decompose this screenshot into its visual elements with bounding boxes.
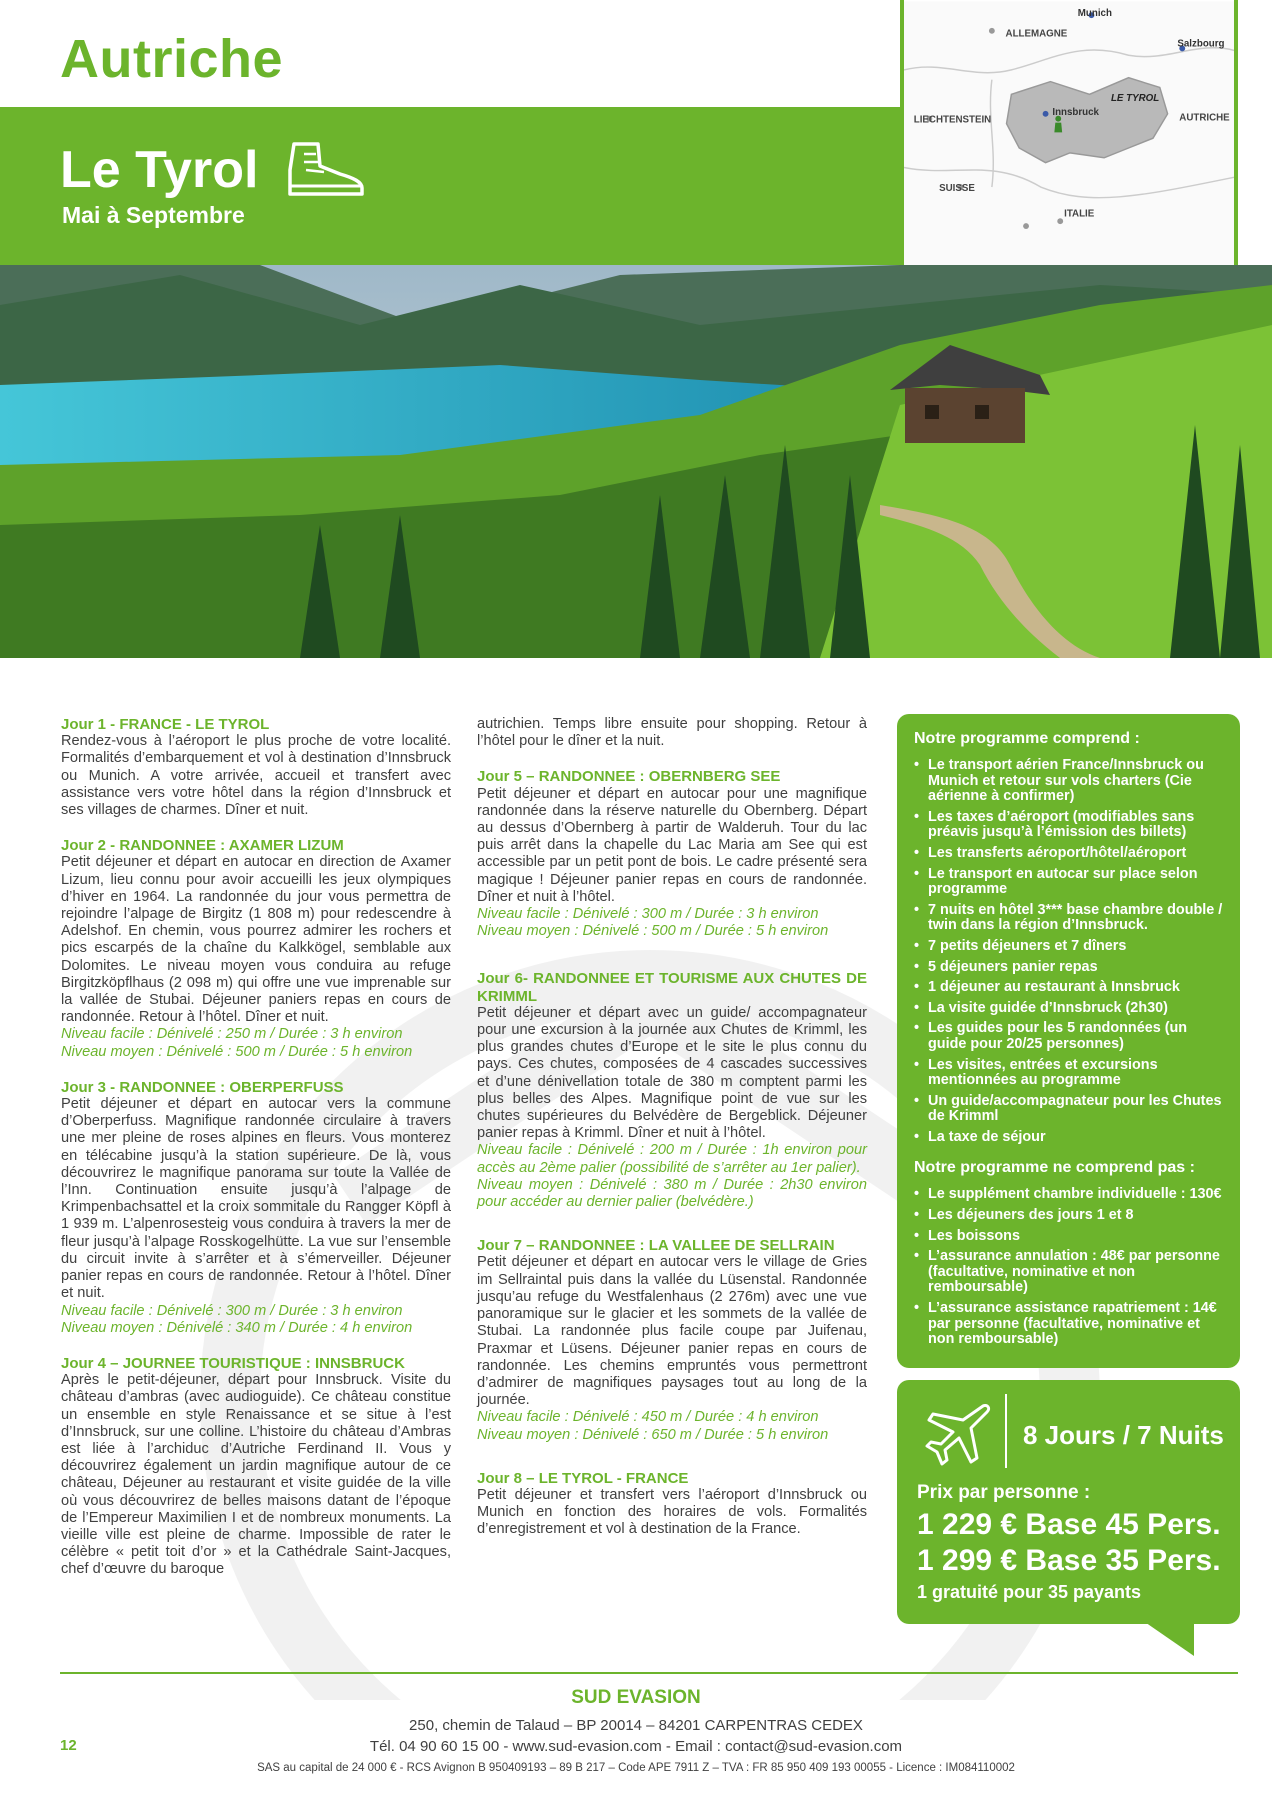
map-label-tyrol: LE TYROL — [1110, 93, 1160, 105]
map-label-innsbruck: Innsbruck — [1052, 106, 1099, 118]
day-title: Jour 7 – RANDONNEE : LA VALLEE DE SELLRAIN — [477, 1237, 835, 1255]
day-title: Jour 2 - RANDONNEE : AXAMER LIZUM — [61, 837, 344, 855]
list-item: • Les guides pour les 5 randonnées (un guide pour 20/25 personnes) — [914, 1021, 1224, 1052]
page-number: 12 — [60, 1737, 77, 1754]
day-text: Petit déjeuner et départ en autocar pour une magnifique randonnée dans la réserve naturelle du Obernberg. Départ au dessus d’Obernberg à partir de Walderuh. Tour du lac puis arrêt dans la chapelle du Lac Maria am See qui est accessible par un petit pont de bois. Le cadre présenté sera magique ! Déjeuner panier repas en cours de randonnée. Dîner et nuit à l’hôtel. — [477, 785, 867, 905]
day-4 — [61, 1355, 451, 1579]
level-medium: Niveau moyen : Dénivelé : 500 m / Durée : 5 h environ — [61, 1043, 413, 1060]
day-text: Petit déjeuner et départ en autocar vers le village de Gries im Sellraintal puis dans la vallée du Lüsenstal. Randonnée jusqu’au refuge du Westfalenhaus (2 276m) avec une vue panoramique sur le glacier et les sommets de la vallée de Stubai. La randonnée plus facile coupe par Juifenau, Praxmar et Lüsens. Déjeuner panier repas en cours de randonnée. Les chemins empruntés vous permettront d’admirer de magnifiques paysages tout au long de la journée. — [477, 1254, 867, 1409]
list-item: • L’assurance annulation : 48€ par personne (facultative, nominative et non remboursable) — [914, 1249, 1224, 1296]
day-title: Jour 5 – RANDONNEE : OBERNBERG SEE — [477, 768, 781, 786]
free-place-note: 1 gratuité pour 35 payants — [917, 1582, 1142, 1602]
list-item: • 5 déjeuners panier repas — [914, 960, 1224, 976]
list-item: • Les taxes d’aéroport (modifiables sans préavis jusqu’à l’émission des billets) — [914, 810, 1224, 841]
day-title: Jour 3 - RANDONNEE : OBERPERFUSS — [61, 1078, 344, 1096]
list-item: • 1 déjeuner au restaurant à Innsbruck — [914, 980, 1224, 996]
level-medium: Niveau moyen : Dénivelé : 500 m / Durée : 5 h environ — [477, 923, 829, 940]
level-easy: Niveau facile : Dénivelé : 450 m / Durée : 4 h environ — [477, 1409, 819, 1426]
location-map — [900, 0, 1238, 300]
list-item: • La taxe de séjour — [914, 1130, 1224, 1146]
day-text: Petit déjeuner et transfert vers l’aéroport d’Innsbruck ou Munich en fonction des horaires de vols. Formalités d’enregistrement et vol à destination de la France. — [477, 1486, 867, 1538]
level-easy: Niveau facile : Dénivelé : 200 m / Durée : 1h environ pour accès au 2ème palier (possibilité de s’arrêter au 1er palier). — [477, 1142, 867, 1176]
itinerary-column-1 — [61, 716, 451, 1597]
list-item: • 7 nuits en hôtel 3*** base chambre double / twin dans la région d’Innsbruck. — [914, 903, 1224, 934]
list-item: • Le supplément chambre individuelle : 130€ — [914, 1187, 1224, 1203]
price-base-45: 1 229 € Base 45 Pers. — [917, 1508, 1221, 1541]
day-title: Jour 8 – LE TYROL - FRANCE — [477, 1469, 689, 1487]
map-label-salzburg: Salzbourg — [1177, 38, 1225, 50]
excludes-title: Notre programme ne comprend pas : — [914, 1159, 1195, 1177]
level-medium: Niveau moyen : Dénivelé : 380 m / Durée : 2h30 environ pour accéder au dernier palier (belvédère.) — [477, 1176, 867, 1211]
day-text: Petit déjeuner et départ avec un guide/ accompagnateur pour une excursion à la journée aux Chutes de Krimml, les plus grandes chutes d’Europe et le site le plus connu du pays. Ces chutes, composées de 4 cascades successives et d’une dénivellation totale de 380 m comptent parmi les plus belles des Alpes. Magnifique point de vue sur les chutes supérieures du Belvédère de Bergeblick. Déjeuner panier repas à Krimml. Dîner et nuit à l’hôtel. — [477, 1004, 867, 1142]
map-label-liechtenstein: LIECHTENSTEIN — [913, 114, 992, 126]
company-address: 250, chemin de Talaud – BP 20014 – 84201 CARPENTRAS CEDEX — [409, 1717, 863, 1734]
level-easy: Niveau facile : Dénivelé : 300 m / Durée : 3 h environ — [61, 1302, 403, 1319]
company-contact: Tél. 04 90 60 15 00 - www.sud-evasion.com - Email : contact@sud-evasion.com — [369, 1738, 903, 1755]
country-title: Autriche — [60, 29, 284, 89]
list-item: • Les boissons — [914, 1229, 1224, 1245]
hiking-boot-icon — [284, 140, 368, 200]
list-item: • Les visites, entrées et excursions mentionnées au programme — [914, 1058, 1224, 1089]
list-item: • Les transferts aéroport/hôtel/aéroport — [914, 846, 1224, 862]
day-1 — [61, 716, 451, 819]
list-item: • Un guide/accompagnateur pour les Chutes de Krimml — [914, 1094, 1224, 1125]
map-label-munich: Munich — [1077, 8, 1112, 20]
day-text: Petit déjeuner et départ en autocar en direction de Axamer Lizum, lieu connu pour avoir accueilli les jeux olympiques d’hiver en 1964. La randonnée du jour vous permettra de rejoindre l’alpage de Birgitz (1 808 m) pour redescendre à Adelshof. En chemin, vous pourrez admirer les rochers et pics escarpés de la chaîne du Kalkkögel, semblable aux Dolomites. Le niveau moyen vous conduira au refuge Birgitzköpflhaus (2 098 m) qui offre une vue imprenable sur la vallée de Stubai. Déjeuner paniers repas en cours de randonnée. Retour à l’hôtel. Dîner et nuit. — [61, 854, 451, 1026]
list-item: • La visite guidée d’Innsbruck (2h30) — [914, 1001, 1224, 1017]
day-3 — [61, 1079, 451, 1337]
map-label-switzerland: SUISSE — [939, 182, 975, 194]
day-title: Jour 4 – JOURNEE TOURISTIQUE : INNSBRUCK — [61, 1354, 405, 1372]
level-easy: Niveau facile : Dénivelé : 300 m / Durée : 3 h environ — [477, 906, 819, 923]
itinerary-column-2 — [477, 716, 867, 1557]
list-item: • Le transport en autocar sur place selon programme — [914, 867, 1224, 898]
landscape-photo — [0, 265, 1272, 658]
trip-duration: 8 Jours / 7 Nuits — [1023, 1420, 1224, 1450]
day-text: Rendez-vous à l’aéroport le plus proche de votre localité. Formalités d’embarquement et vol à destination d’Innsbruck ou Munich. A votre arrivée, accueil et transfert avec assistance vers votre hôtel dans la région d’Innsbruck et ses villages de charmes. Dîner et nuit. — [61, 733, 451, 819]
includes-list — [914, 758, 1224, 1145]
day-text: autrichien. Temps libre ensuite pour shopping. Retour à l’hôtel pour le dîner et la nuit. — [477, 716, 867, 750]
list-item: • 7 petits déjeuners et 7 dîners — [914, 939, 1224, 955]
day-2 — [61, 837, 451, 1061]
price-box-tail — [1142, 1620, 1194, 1656]
list-item: • Les déjeuners des jours 1 et 8 — [914, 1208, 1224, 1224]
map-label-germany: ALLEMAGNE — [1005, 28, 1068, 40]
list-item: • L’assurance assistance rapatriement : 14€ par personne (facultative, nominative et non remboursable) — [914, 1301, 1224, 1348]
map-label-austria: AUTRICHE — [1179, 112, 1230, 124]
excludes-list — [914, 1187, 1224, 1347]
level-medium: Niveau moyen : Dénivelé : 650 m / Durée : 5 h environ — [477, 1426, 829, 1443]
day-8 — [477, 1470, 867, 1539]
season-subtitle: Mai à Septembre — [62, 202, 245, 228]
level-medium: Niveau moyen : Dénivelé : 340 m / Durée : 4 h environ — [61, 1319, 413, 1336]
day-7 — [477, 1237, 867, 1443]
level-easy: Niveau facile : Dénivelé : 250 m / Durée : 3 h environ — [61, 1026, 403, 1043]
day-text: Petit déjeuner et départ en autocar vers la commune d’Oberperfuss. Magnifique randonnée circulaire à travers une mer pleine de roses alpines en fleurs. Vous monterez en télécabine jusqu’à la station supérieure. De là, vous découvrirez le magnifique panorama sur toute la Vallée de l’Inn. Continuation ensuite jusqu’à l’alpage de Krimpenbachsattel et la croix sommitale du Rangger Köpfl à 1 939 m. L’alpenrosesteig vous conduira à travers la mer de fleur jusqu’à l’alpage Rosskogelhütte. La vue sur l’ensemble du circuit invite à s’arrêter et à s’émerveiller. Déjeuner panier repas en cours de randonnée. Retour à l’hôtel. Dîner et nuit. — [61, 1096, 451, 1302]
day-6 — [477, 970, 867, 1211]
day-title: Jour 6- RANDONNEE ET TOURISME AUX CHUTES DE KRIMML — [477, 970, 867, 1005]
price-box — [897, 1380, 1240, 1624]
includes-title: Notre programme comprend : — [914, 730, 1140, 747]
map-label-italy: ITALIE — [1064, 208, 1095, 220]
price-label: Prix par personne : — [917, 1482, 1091, 1503]
list-item: • Le transport aérien France/Innsbruck ou Munich et retour sur vols charters (Cie aérienne à confirmer) — [914, 758, 1224, 805]
day-title: Jour 1 - FRANCE - LE TYROL — [61, 716, 270, 733]
company-name: SUD EVASION — [571, 1687, 701, 1708]
region-title: Le Tyrol — [60, 141, 259, 199]
day-5 — [477, 768, 867, 940]
day-4-continued — [477, 716, 867, 750]
day-text: Après le petit-déjeuner, départ pour Innsbruck. Visite du château d’ambras (avec audioguide). Ce château constitue un ensemble en style Renaissance et se situe à l’est d’Innsbruck, sur une colline. L’histoire du château d’Ambras est liée à l’archiduc d’Autriche Ferdinand II. Vous y découvrirez également un jardin magnifique autour de ce château, Déjeuner au restaurant et visite guidée de la ville où vous découvrirez de belles maisons datant de l’époque de l’Empereur Maximilien I et de nombreux monuments. La vieille ville est pleine de charme. Impossible de rater le célèbre « petit toit d’or » et la Cathédrale Saint-Jacques, chef d’œuvre du baroque — [61, 1372, 451, 1578]
airplane-icon — [921, 1400, 993, 1470]
price-divider — [1005, 1394, 1007, 1468]
program-box — [897, 714, 1240, 1368]
footer-divider — [60, 1672, 1238, 1674]
legal-notice: SAS au capital de 24 000 € - RCS Avignon B 950409193 – 89 B 217 – Code APE 7911 Z – TVA : FR 85 950 409 193 00055 - Licence : IM084110002 — [257, 1762, 1015, 1774]
price-base-35: 1 299 € Base 35 Pers. — [917, 1544, 1221, 1577]
